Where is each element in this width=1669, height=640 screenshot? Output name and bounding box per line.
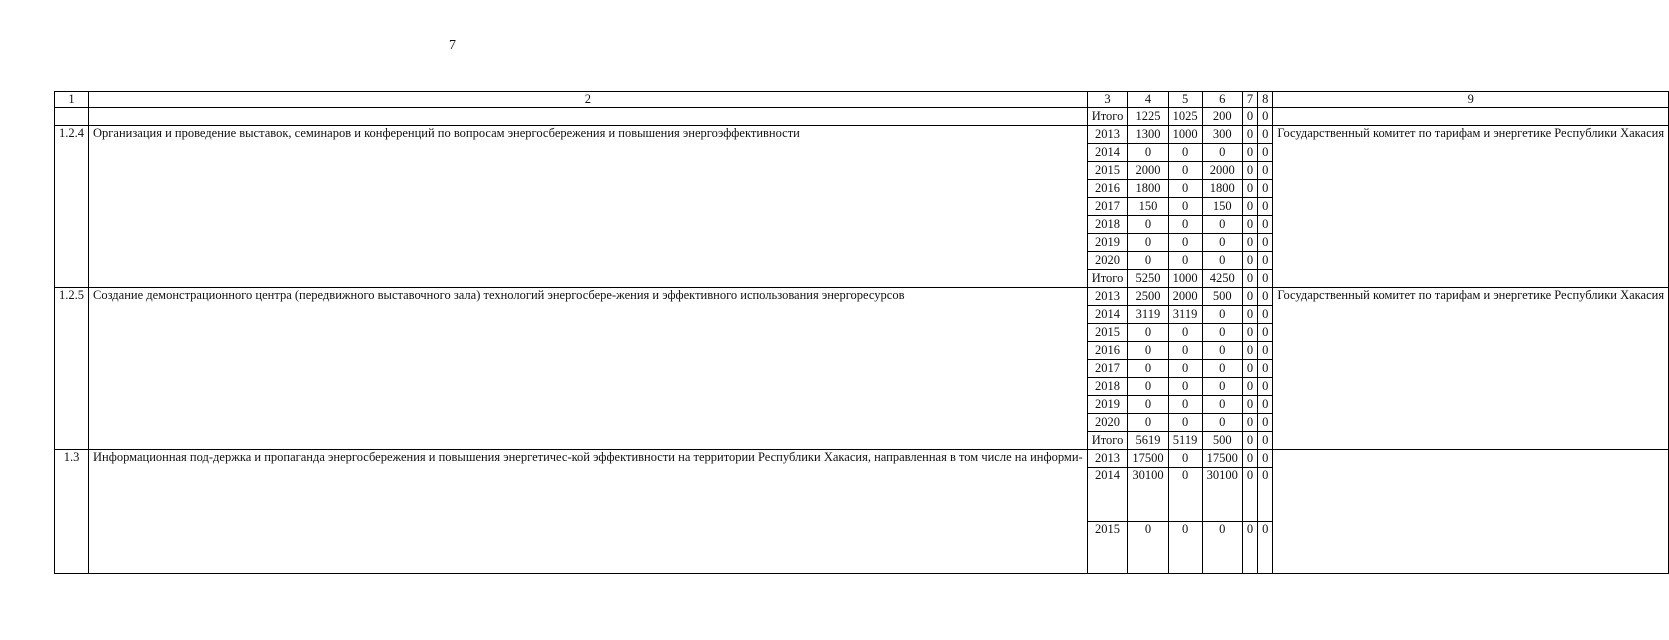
section-number-cell: 1.2.4 <box>55 126 89 288</box>
value-cell: 1000 <box>1168 126 1202 144</box>
value-cell: 0 <box>1202 378 1242 396</box>
value-cell: 17500 <box>1202 450 1242 468</box>
year-cell: 2014 <box>1087 144 1128 162</box>
value-cell: 0 <box>1202 144 1242 162</box>
value-cell: 0 <box>1168 162 1202 180</box>
value-cell: 1300 <box>1128 126 1168 144</box>
value-cell: 2000 <box>1168 288 1202 306</box>
value-cell: 0 <box>1258 414 1273 432</box>
value-cell: 0 <box>1242 324 1257 342</box>
value-cell: 0 <box>1202 306 1242 324</box>
value-cell: 0 <box>1168 378 1202 396</box>
value-cell: 1800 <box>1128 180 1168 198</box>
value-cell: 0 <box>1242 360 1257 378</box>
value-cell: 0 <box>1258 216 1273 234</box>
value-cell: 2000 <box>1128 162 1168 180</box>
value-cell: 0 <box>1168 252 1202 270</box>
year-cell: 2019 <box>1087 396 1128 414</box>
header-cell: 3 <box>1087 92 1128 108</box>
value-cell: 0 <box>1242 144 1257 162</box>
year-cell: 2013 <box>1087 450 1128 468</box>
value-cell: 0 <box>1202 234 1242 252</box>
value-cell: 0 <box>1242 450 1257 468</box>
year-cell: 2017 <box>1087 360 1128 378</box>
value-cell: 0 <box>1168 234 1202 252</box>
value-cell: 0 <box>1242 306 1257 324</box>
value-cell: 0 <box>1168 468 1202 522</box>
value-cell: 0 <box>1258 126 1273 144</box>
year-cell: 2019 <box>1087 234 1128 252</box>
value-cell: 4250 <box>1202 270 1242 288</box>
value-cell: 0 <box>1242 396 1257 414</box>
value-cell: 1000 <box>1168 270 1202 288</box>
table-row <box>55 126 1669 144</box>
year-cell: 2016 <box>1087 342 1128 360</box>
value-cell: 200 <box>1202 108 1242 126</box>
year-cell: 2020 <box>1087 252 1128 270</box>
value-cell: 0 <box>1242 216 1257 234</box>
year-cell: 2014 <box>1087 306 1128 324</box>
header-cell: 8 <box>1258 92 1273 108</box>
value-cell: 0 <box>1168 414 1202 432</box>
value-cell: 0 <box>1242 522 1257 574</box>
value-cell: 30100 <box>1128 468 1168 522</box>
value-cell: 0 <box>1242 198 1257 216</box>
responsible-cell: Государственный комитет по тарифам и энергетике Республики Хакасия <box>1273 126 1669 288</box>
value-cell: 3119 <box>1128 306 1168 324</box>
value-cell: 0 <box>1242 180 1257 198</box>
table-row <box>55 108 1669 126</box>
value-cell: 0 <box>1128 378 1168 396</box>
value-cell: 0 <box>1258 432 1273 450</box>
value-cell: 0 <box>1242 270 1257 288</box>
year-cell: 2013 <box>1087 126 1128 144</box>
year-cell: Итого <box>1087 432 1128 450</box>
value-cell: 500 <box>1202 288 1242 306</box>
value-cell: 0 <box>1258 450 1273 468</box>
responsible-cell <box>1273 450 1669 574</box>
header-cell: 6 <box>1202 92 1242 108</box>
value-cell: 0 <box>1168 360 1202 378</box>
value-cell: 0 <box>1168 522 1202 574</box>
value-cell: 0 <box>1242 108 1257 126</box>
section-title-cell: Информационная под-держка и пропаганда энергосбережения и повышения энергетичес-кой эффективности на территории Республики Хакасия, направленная в том числе на информи- <box>89 450 1088 574</box>
value-cell: 2000 <box>1202 162 1242 180</box>
value-cell: 0 <box>1128 396 1168 414</box>
value-cell: 0 <box>1258 360 1273 378</box>
value-cell: 300 <box>1202 126 1242 144</box>
value-cell: 0 <box>1202 252 1242 270</box>
value-cell: 0 <box>1202 414 1242 432</box>
value-cell: 0 <box>1258 270 1273 288</box>
value-cell: 30100 <box>1202 468 1242 522</box>
table-row <box>55 450 1669 468</box>
value-cell: 0 <box>1258 252 1273 270</box>
value-cell: 0 <box>1168 198 1202 216</box>
year-cell: 2015 <box>1087 522 1128 574</box>
value-cell: 0 <box>1128 234 1168 252</box>
value-cell: Итого <box>1087 108 1128 126</box>
value-cell: 0 <box>1258 324 1273 342</box>
value-cell: 0 <box>1202 360 1242 378</box>
year-cell: 2013 <box>1087 288 1128 306</box>
value-cell: 0 <box>1242 126 1257 144</box>
value-cell: 0 <box>1128 216 1168 234</box>
value-cell: 500 <box>1202 432 1242 450</box>
value-cell: 0 <box>1258 180 1273 198</box>
value-cell: 0 <box>1242 468 1257 522</box>
value-cell: 5119 <box>1168 432 1202 450</box>
value-cell: 0 <box>1202 522 1242 574</box>
value-cell: 0 <box>1258 468 1273 522</box>
value-cell: 0 <box>1128 144 1168 162</box>
value-cell: 0 <box>1258 342 1273 360</box>
year-cell: 2014 <box>1087 468 1128 522</box>
header-cell: 5 <box>1168 92 1202 108</box>
value-cell: 0 <box>1258 522 1273 574</box>
value-cell: 1225 <box>1128 108 1168 126</box>
value-cell: 0 <box>1168 144 1202 162</box>
value-cell: 0 <box>1128 252 1168 270</box>
value-cell: 0 <box>1258 396 1273 414</box>
header-cell: 1 <box>55 92 89 108</box>
value-cell: 0 <box>1242 234 1257 252</box>
value-cell: 0 <box>1242 252 1257 270</box>
value-cell: 0 <box>1258 234 1273 252</box>
value-cell: 0 <box>1168 216 1202 234</box>
value-cell: 17500 <box>1128 450 1168 468</box>
value-cell: 0 <box>1258 306 1273 324</box>
year-cell: 2015 <box>1087 324 1128 342</box>
value-cell: 0 <box>1242 432 1257 450</box>
year-cell: 2017 <box>1087 198 1128 216</box>
value-cell: 3119 <box>1168 306 1202 324</box>
value-cell: 0 <box>1258 108 1273 126</box>
number-cell <box>55 108 89 126</box>
value-cell: 1800 <box>1202 180 1242 198</box>
year-cell: 2015 <box>1087 162 1128 180</box>
value-cell: 0 <box>1128 360 1168 378</box>
value-cell: 0 <box>1202 342 1242 360</box>
value-cell: 0 <box>1258 288 1273 306</box>
value-cell: 0 <box>1258 144 1273 162</box>
value-cell: 5619 <box>1128 432 1168 450</box>
program-table <box>54 91 1669 574</box>
value-cell: 0 <box>1242 342 1257 360</box>
value-cell: 0 <box>1258 162 1273 180</box>
value-cell: 0 <box>1202 216 1242 234</box>
value-cell: 0 <box>1202 396 1242 414</box>
value-cell: 0 <box>1168 342 1202 360</box>
year-cell: 2018 <box>1087 216 1128 234</box>
table-row <box>55 288 1669 306</box>
value-cell: 0 <box>1128 522 1168 574</box>
year-cell: 2018 <box>1087 378 1128 396</box>
section-title-cell: Организация и проведение выставок, семинаров и конференций по вопросам энергосбережения и повышения энергоэффективности <box>89 126 1088 288</box>
section-number-cell: 1.2.5 <box>55 288 89 450</box>
value-cell: 0 <box>1242 414 1257 432</box>
value-cell: 0 <box>1242 288 1257 306</box>
year-cell: 2016 <box>1087 180 1128 198</box>
value-cell: 0 <box>1202 324 1242 342</box>
section-number-cell: 1.3 <box>55 450 89 574</box>
page-number: 7 <box>449 38 456 53</box>
value-cell: 0 <box>1128 324 1168 342</box>
value-cell: 150 <box>1202 198 1242 216</box>
value-cell: 0 <box>1168 324 1202 342</box>
responsible-cell <box>1273 108 1669 126</box>
title-cell <box>89 108 1088 126</box>
value-cell: 0 <box>1128 342 1168 360</box>
value-cell: 0 <box>1128 414 1168 432</box>
header-cell: 2 <box>89 92 1088 108</box>
column-number-row <box>55 92 1669 108</box>
value-cell: 0 <box>1168 180 1202 198</box>
value-cell: 2500 <box>1128 288 1168 306</box>
value-cell: 5250 <box>1128 270 1168 288</box>
value-cell: 150 <box>1128 198 1168 216</box>
year-cell: Итого <box>1087 270 1128 288</box>
header-cell: 9 <box>1273 92 1669 108</box>
value-cell: 0 <box>1168 396 1202 414</box>
year-cell: 2020 <box>1087 414 1128 432</box>
value-cell: 0 <box>1168 450 1202 468</box>
header-cell: 7 <box>1242 92 1257 108</box>
header-cell: 4 <box>1128 92 1168 108</box>
responsible-cell: Государственный комитет по тарифам и энергетике Республики Хакасия <box>1273 288 1669 450</box>
section-title-cell: Создание демонстрационного центра (передвижного выставочного зала) технологий энергосбере-жения и эффективного использования энергоресурсов <box>89 288 1088 450</box>
value-cell: 0 <box>1258 378 1273 396</box>
value-cell: 1025 <box>1168 108 1202 126</box>
value-cell: 0 <box>1242 378 1257 396</box>
value-cell: 0 <box>1242 162 1257 180</box>
value-cell: 0 <box>1258 198 1273 216</box>
